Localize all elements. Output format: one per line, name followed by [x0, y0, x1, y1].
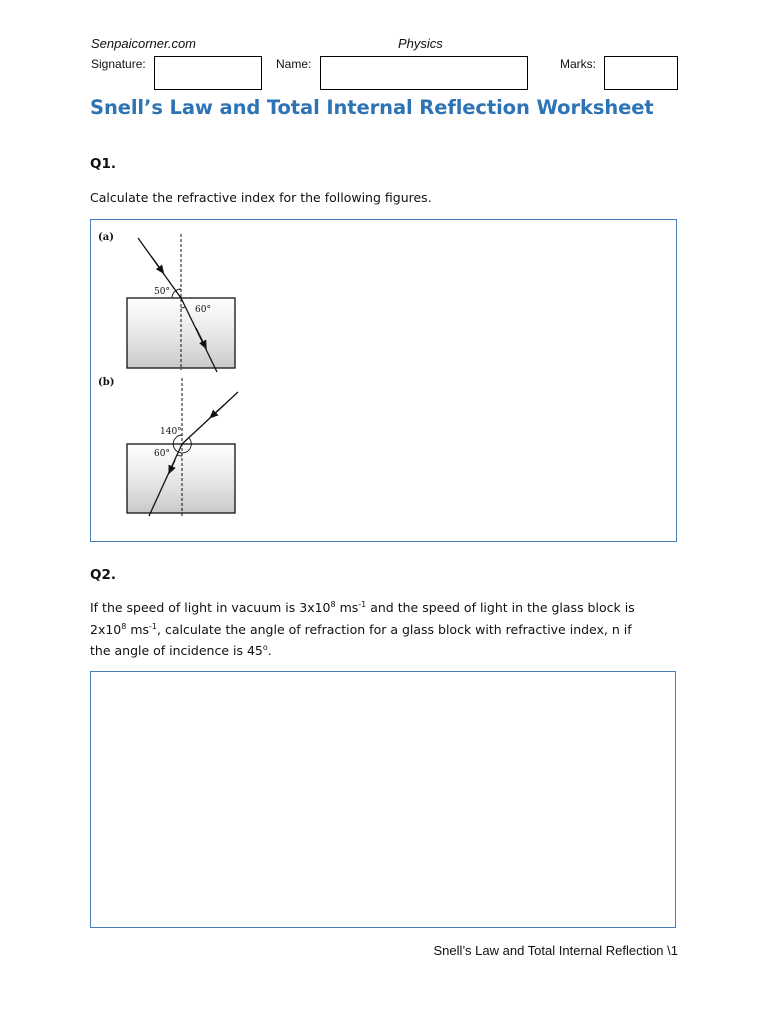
marks-field[interactable] — [604, 56, 678, 90]
q1-text: Calculate the refractive index for the following figures. — [90, 190, 432, 205]
figure-b-refraction-angle: 60° — [154, 449, 170, 459]
marks-label: Marks: — [560, 57, 596, 71]
q2-label: Q2. — [90, 567, 116, 583]
signature-field[interactable] — [154, 56, 262, 90]
name-label: Name: — [276, 57, 312, 71]
figure-a-label: (a) — [98, 232, 114, 243]
site-name: Senpaicorner.com — [91, 36, 197, 51]
figure-a-incidence-angle: 50° — [154, 287, 170, 297]
figure-a — [98, 232, 235, 372]
subject-label: Physics — [398, 36, 443, 51]
worksheet-title: Snell’s Law and Total Internal Reflection Worksheet — [90, 96, 654, 119]
page-footer: Snell’s Law and Total Internal Reflection \1 — [433, 943, 678, 958]
q2-text: If the speed of light in vacuum is $3x10^8$ $ms^{-1}$ and the speed of light in the glass block is $2x10^8$ $ms^{-1}$, calculate the angle of refraction for a glass block with refractive index, n if the angle of incidence is 45$^o$. — [90, 599, 635, 658]
figure-a-refraction-angle: 60° — [195, 305, 211, 315]
q2-answer-box[interactable] — [90, 671, 676, 928]
q1-label: Q1. — [90, 156, 116, 172]
name-field[interactable] — [320, 56, 528, 90]
figure-b-outer-angle: 140° — [160, 427, 182, 437]
q1-refraction-diagrams — [96, 224, 246, 520]
figure-b-label: (b) — [98, 377, 115, 388]
figure-b — [98, 377, 238, 516]
signature-label: Signature: — [91, 57, 146, 71]
